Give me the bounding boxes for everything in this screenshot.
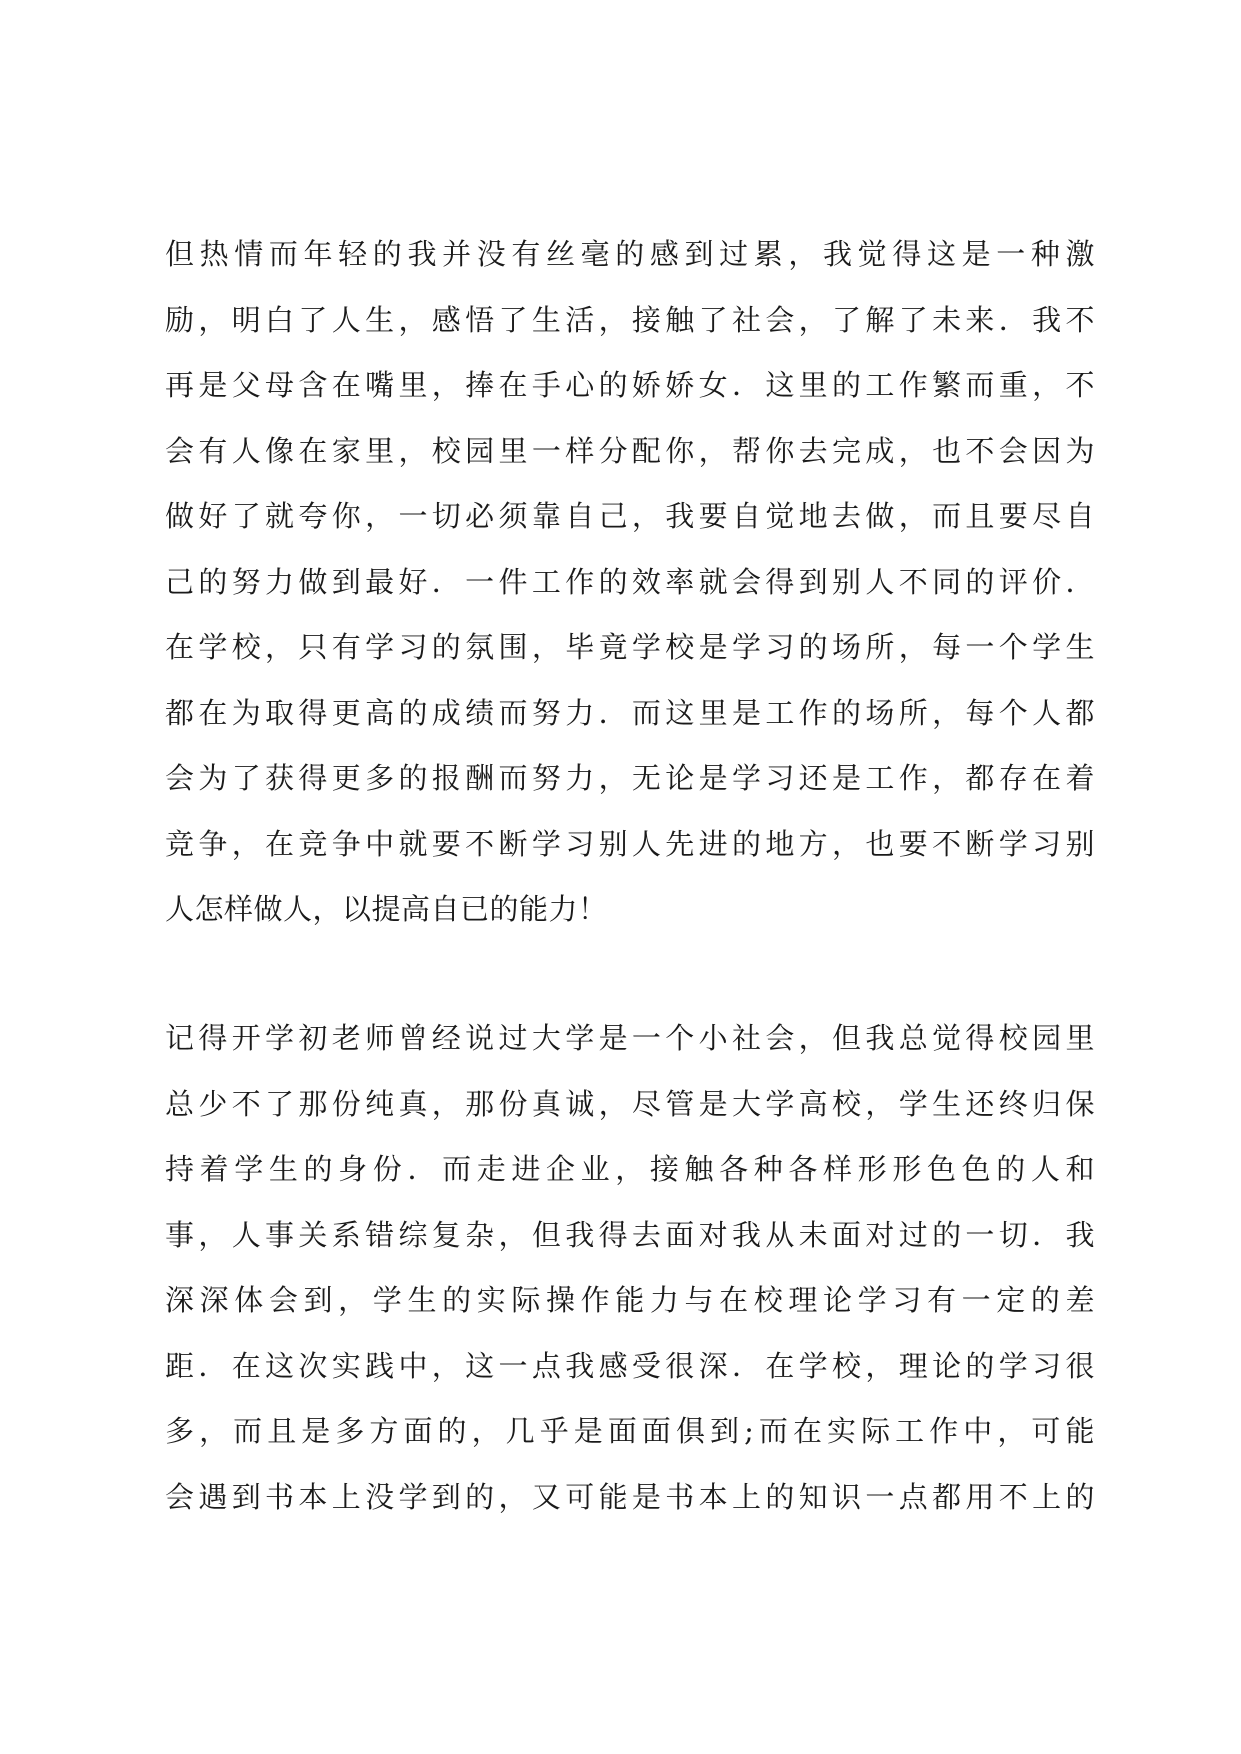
paragraph-2 (165, 1006, 1095, 1530)
text-line: 会有人像在家里，校园里一样分配你，帮你去完成，也不会因为 (165, 433, 1095, 468)
text-line: 在学校，只有学习的氛围，毕竟学校是学习的场所，每一个学生 (165, 630, 1095, 664)
text-line: 再是父母含在嘴里，捧在手心的娇娇女．这里的工作繁而重，不 (165, 368, 1095, 402)
text-line: 持着学生的身份．而走进企业，接触各种各样形形色色的人和 (165, 1152, 1095, 1186)
paragraph-1 (165, 222, 1095, 943)
text-line: 人怎样做人，以提高自已的能力！ (165, 892, 608, 926)
text-line: 事，人事关系错综复杂，但我得去面对我从未面对过的一切．我 (165, 1217, 1095, 1252)
text-line: 做好了就夸你，一切必须靠自己，我要自觉地去做，而且要尽自 (165, 499, 1095, 533)
text-line: 多，而且是多方面的，几乎是面面俱到;而在实际工作中，可能 (165, 1414, 1095, 1448)
text-line: 竞争，在竞争中就要不断学习别人先进的地方，也要不断学习别 (165, 826, 1095, 861)
text-line: 己的努力做到最好．一件工作的效率就会得到别人不同的评价． (165, 564, 1095, 599)
text-line: 会为了获得更多的报酬而努力，无论是学习还是工作，都存在着 (165, 761, 1095, 795)
text-line: 距．在这次实践中，这一点我感受很深．在学校，理论的学习很 (165, 1348, 1095, 1383)
text-line: 但热情而年轻的我并没有丝毫的感到过累，我觉得这是一种激 (165, 237, 1095, 271)
text-line: 励，明白了人生，感悟了生活，接触了社会，了解了未来．我不 (165, 302, 1095, 337)
text-line: 深深体会到，学生的实际操作能力与在校理论学习有一定的差 (165, 1283, 1095, 1317)
text-line: 记得开学初老师曾经说过大学是一个小社会，但我总觉得校园里 (165, 1021, 1095, 1055)
text-line: 会遇到书本上没学到的，又可能是书本上的知识一点都用不上的 (165, 1479, 1095, 1514)
text-line: 总少不了那份纯真，那份真诚，尽管是大学高校，学生还终归保 (165, 1086, 1095, 1121)
text-line: 都在为取得更高的成绩而努力．而这里是工作的场所，每个人都 (165, 695, 1095, 730)
